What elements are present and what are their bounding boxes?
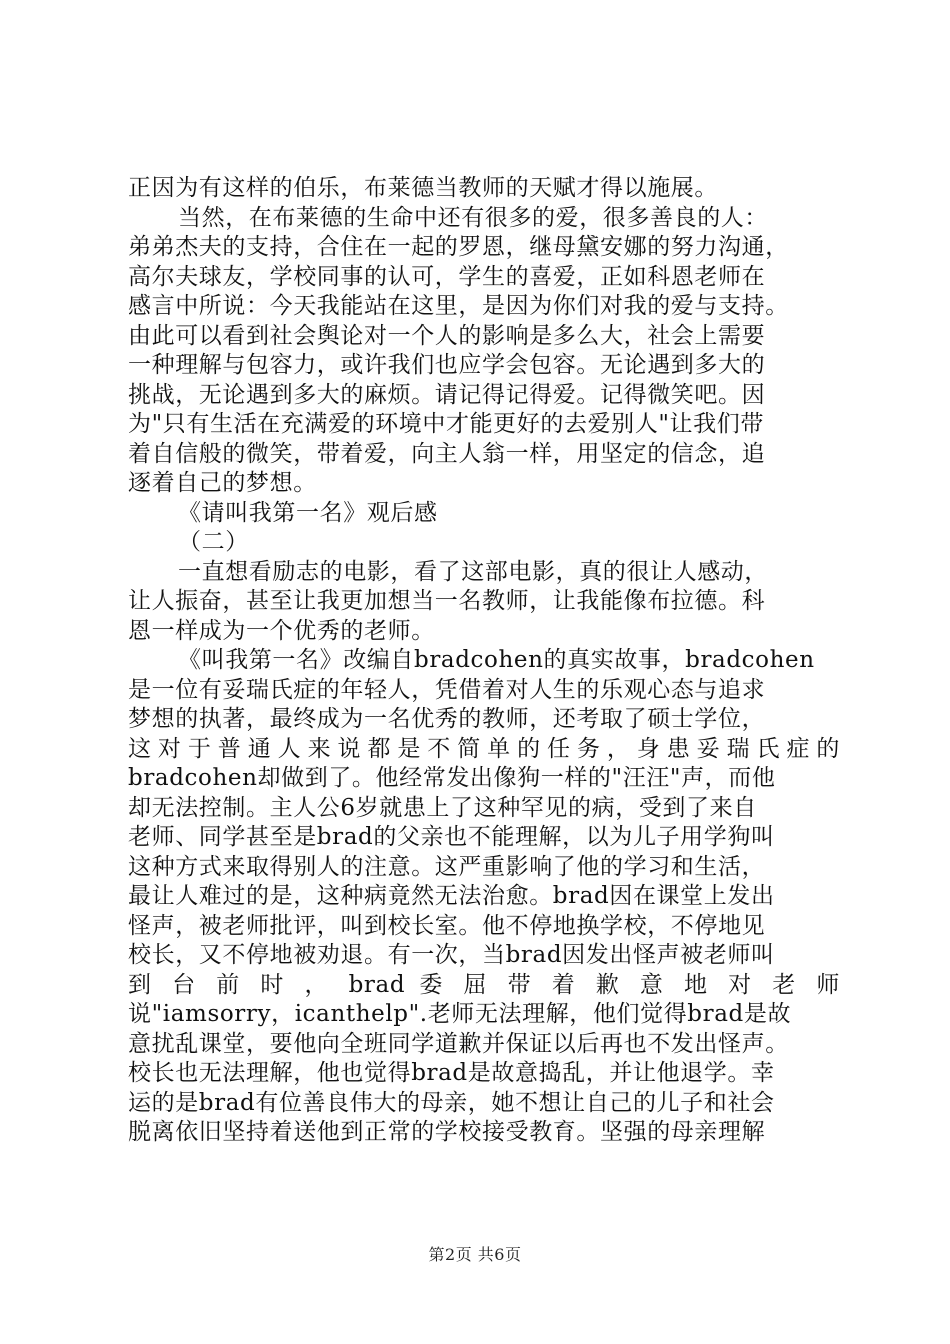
text-line: 梦想的执著，最终成为一名优秀的教师，还考取了硕士学位， — [128, 706, 766, 732]
text-line: 《叫我第一名》改编自bradcohen的真实故事，bradcohen — [178, 647, 815, 673]
text-line: 校长也无法理解，他也觉得brad是故意捣乱，并让他退学。幸 — [128, 1060, 775, 1086]
text-line: 一种理解与包容力，或许我们也应学会包容。无论遇到多大的 — [128, 352, 766, 378]
text-line: 脱离依旧坚持着送他到正常的学校接受教育。坚强的母亲理解 — [128, 1119, 766, 1145]
text-line: 逐着自己的梦想。 — [128, 470, 317, 496]
text-line: 弟弟杰夫的支持，合住在一起的罗恩，继母黛安娜的努力沟通， — [128, 234, 789, 260]
text-line: 一直想看励志的电影，看了这部电影，真的很让人感动， — [178, 558, 768, 585]
text-line: 老师、同学甚至是brad的父亲也不能理解，以为儿子用学狗叫 — [128, 824, 775, 850]
document-body — [128, 174, 840, 1148]
text-line: 着自信般的微笑，带着爱，向主人翁一样，用坚定的信念，追 — [128, 440, 766, 467]
text-line: 让人振奋，甚至让我更加想当一名教师，让我能像布拉德。科 — [128, 588, 766, 614]
text-line: 到 台 前 时 ， brad 委 屈 带 着 歉 意 地 对 老 师 — [128, 971, 840, 998]
text-line: 这种方式来取得别人的注意。这严重影响了他的学习和生活， — [128, 853, 766, 880]
text-line: 校长，又不停地被劝退。有一次，当brad因发出怪声被老师叫 — [128, 942, 775, 968]
text-line: 挑战，无论遇到多大的麻烦。请记得记得爱。记得微笑吧。因 — [128, 381, 766, 408]
text-line: 感言中所说：今天我能站在这里，是因为你们对我的爱与支持。 — [128, 293, 789, 319]
text-line: 为"只有生活在充满爱的环境中才能更好的去爱别人"让我们带 — [128, 411, 764, 437]
text-line: 这对于普通人来说都是不简单的任务，身患妥瑞氏症的 — [128, 735, 840, 762]
text-line: 最让人难过的是，这种病竟然无法治愈。brad因在课堂上发出 — [128, 883, 775, 909]
text-line: 由此可以看到社会舆论对一个人的影响是多么大，社会上需要 — [128, 322, 766, 349]
text-line: bradcohen却做到了。他经常发出像狗一样的"汪汪"声，而他 — [128, 765, 776, 791]
text-line: 说"iamsorry，icanthelp".老师无法理解，他们觉得brad是故 — [128, 1001, 792, 1027]
text-line: 《请叫我第一名》观后感 — [178, 499, 438, 526]
text-line: 正因为有这样的伯乐，布莱德当教师的天赋才得以施展。 — [128, 175, 718, 201]
text-line: 当然，在布莱德的生命中还有很多的爱，很多善良的人： — [178, 204, 768, 231]
page-footer: 第2页 共6页 — [428, 1245, 522, 1264]
text-line: （二） — [178, 529, 249, 555]
text-line: 怪声，被老师批评，叫到校长室。他不停地换学校，不停地见 — [128, 912, 766, 939]
text-line: 运的是brad有位善良伟大的母亲，她不想让自己的儿子和社会 — [128, 1089, 775, 1116]
text-line: 是一位有妥瑞氏症的年轻人，凭借着对人生的乐观心态与追求 — [128, 676, 766, 703]
text-line: 意扰乱课堂，要他向全班同学道歉并保证以后再也不发出怪声。 — [128, 1030, 789, 1057]
text-line: 却无法控制。主人公6岁就患上了这种罕见的病，受到了来自 — [128, 794, 757, 821]
text-line: 高尔夫球友，学校同事的认可，学生的喜爱，正如科恩老师在 — [128, 263, 766, 290]
text-line: 恩一样成为一个优秀的老师。 — [128, 617, 435, 644]
